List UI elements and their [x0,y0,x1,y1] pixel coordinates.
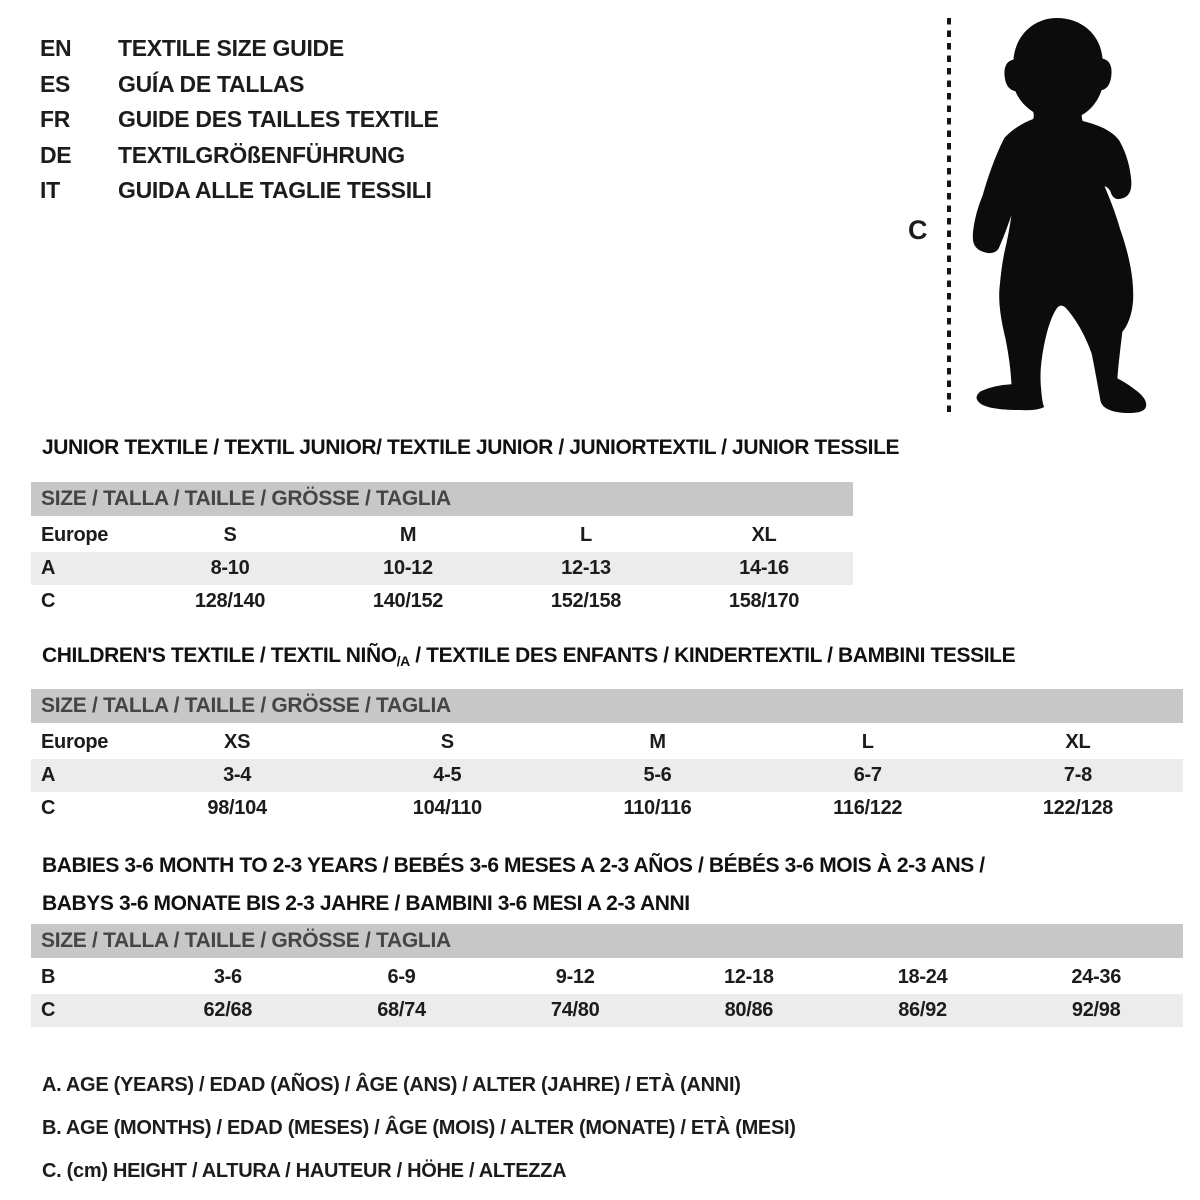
table-row [31,726,1183,759]
table-cell: 14-16 [739,557,789,579]
table-cell: XL [751,524,777,546]
guide-title-fr: GUIDE DES TAILLES TEXTILE [118,106,439,133]
language-row-fr [40,102,439,138]
babies-section-title: BABIES 3-6 MONTH TO 2-3 YEARS / BEBÉS 3-6 MESES A 2-3 AÑOS / BÉBÉS 3-6 MOIS À 2-3 ANS / BABYS 3-6 MONATE BIS 2-3 JAHRE / BAMBINI 3-6 MESI A 2-3 ANNI [42,854,985,915]
table-cell: 12-18 [724,966,774,988]
table-cell: 62/68 [203,999,253,1021]
language-row-es [40,67,439,103]
table-cell: 24-36 [1071,966,1122,988]
table-row [31,585,853,618]
language-row-en [40,31,439,67]
height-measure-label: C [908,215,928,245]
language-row-it [40,173,439,209]
table-row [31,792,1183,825]
legend-line-age-months: B. AGE (MONTHS) / EDAD (MESES) / ÂGE (MOIS) / ALTER (MONATE) / ETÀ (MESI) [42,1117,796,1139]
size-header-row: SIZE / TALLA / TAILLE / GRÖSSE / TAGLIA [31,689,1183,723]
row-label: A [41,557,56,579]
table-cell: 128/140 [194,590,266,612]
table-cell: 6-7 [853,764,882,786]
table-cell: 140/152 [372,590,444,612]
table-cell: 9-12 [555,966,595,988]
table-cell: 110/116 [623,797,692,819]
legend-line-age-years: A. AGE (YEARS) / EDAD (AÑOS) / ÂGE (ANS) / ALTER (JAHRE) / ETÀ (ANNI) [42,1074,741,1096]
table-cell: 104/110 [412,797,482,819]
guide-title-it: GUIDA ALLE TAGLIE TESSILI [118,177,432,204]
table-cell: 7-8 [1063,764,1092,786]
table-cell: 98/104 [207,797,267,819]
table-cell: 10-12 [383,557,433,579]
table-cell: 122/128 [1042,797,1114,819]
table-cell: S [223,524,237,546]
row-label: Europe [41,524,109,546]
language-title-list [40,31,439,209]
children-section-title: CHILDREN'S TEXTILE / TEXTIL $NIÑO_{/A}$ / TEXTILE DES ENFANTS / KINDERTEXTIL / BAMBINI TESSILE [42,644,1016,669]
table-cell: 3-4 [223,764,252,786]
table-cell: 116/122 [833,797,903,819]
junior-size-table [31,482,853,618]
row-label: B [41,966,56,988]
table-cell: 3-6 [213,966,242,988]
table-cell: 80/86 [724,999,774,1021]
table-cell: 74/80 [550,999,600,1021]
toddler-silhouette-icon [958,12,1156,418]
guide-title-en: TEXTILE SIZE GUIDE [118,35,344,61]
row-label: A [41,764,56,786]
size-header-row: SIZE / TALLA / TAILLE / GRÖSSE / TAGLIA [31,482,853,516]
table-cell: XL [1065,731,1091,753]
table-row [31,519,853,552]
babies-size-table [31,924,1183,1027]
children-size-table [31,689,1183,825]
height-measure-dashed-line [947,18,951,416]
table-cell: 68/74 [377,999,426,1021]
language-code: ES [40,70,71,97]
table-cell: M [399,524,417,546]
table-cell: 86/92 [898,999,947,1021]
junior-section-title: JUNIOR TEXTILE / TEXTIL JUNIOR/ TEXTILE JUNIOR / JUNIORTEXTIL / JUNIOR TESSILE [42,436,900,459]
language-code: EN [40,35,72,61]
table-cell: 5-6 [643,764,672,786]
table-row [31,552,853,585]
table-cell: S [440,731,454,753]
guide-title-es: GUÍA DE TALLAS [118,70,305,97]
language-code: FR [40,106,71,133]
table-cell: 4-5 [433,764,462,786]
table-cell: 158/170 [728,590,800,612]
table-cell: 8-10 [210,557,250,579]
row-label: Europe [41,731,109,753]
table-cell: XS [224,731,251,753]
table-row [31,961,1183,994]
row-label: C [41,999,56,1021]
table-row [31,994,1183,1027]
table-cell: M [649,731,666,753]
table-cell: 6-9 [387,966,416,988]
table-cell: L [580,524,592,546]
table-cell: 18-24 [897,966,948,988]
table-cell: 12-13 [561,557,611,579]
legend-line-height-cm: C. (cm) HEIGHT / ALTURA / HAUTEUR / HÖHE / ALTEZZA [42,1160,567,1182]
guide-title-de: TEXTILGRÖßENFÜHRUNG [118,141,405,168]
row-label: C [41,797,56,819]
legend [42,1064,796,1193]
table-cell: L [861,731,874,753]
table-cell: 92/98 [1071,999,1121,1021]
language-row-de [40,138,439,174]
size-header-row: SIZE / TALLA / TAILLE / GRÖSSE / TAGLIA [31,924,1183,958]
row-label: C [41,590,56,612]
table-cell: 152/158 [550,590,622,612]
table-row [31,759,1183,792]
nino-a-subscript: /A [396,653,410,669]
language-code: DE [40,141,72,168]
language-code: IT [40,177,60,204]
